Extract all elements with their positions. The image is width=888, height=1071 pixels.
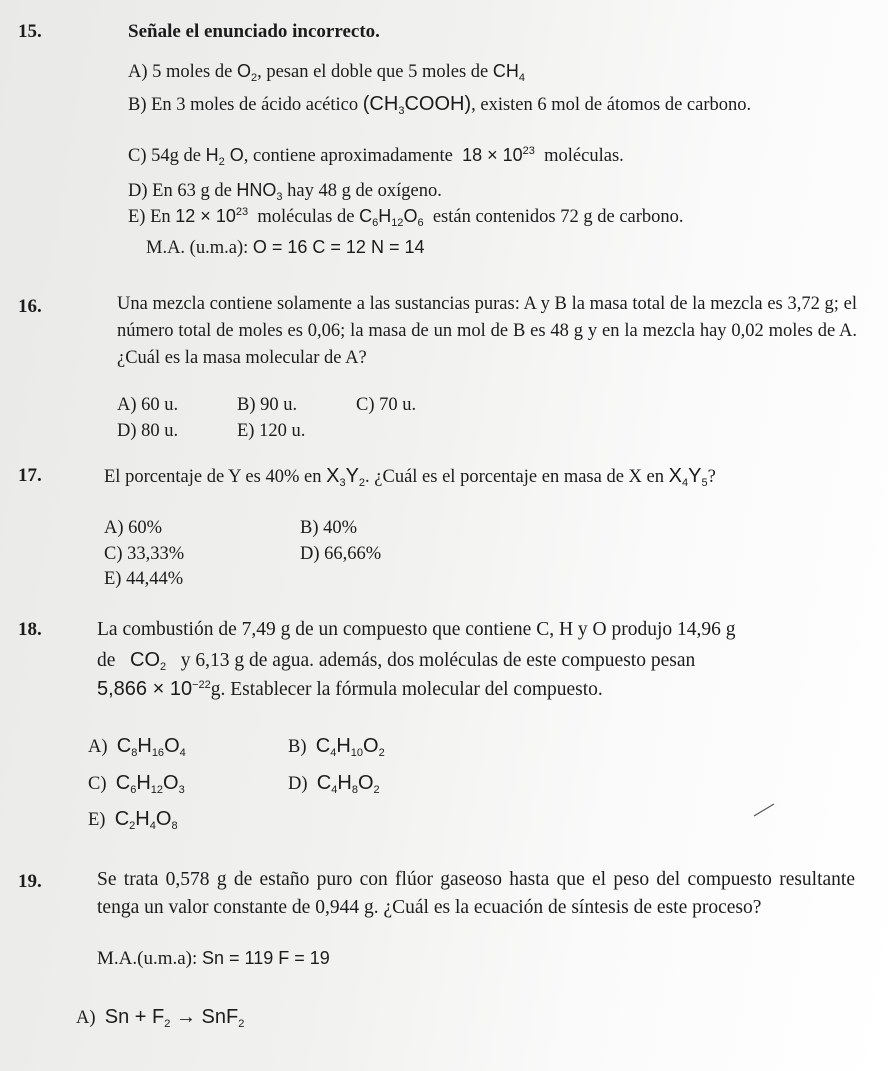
- q16-option-a[interactable]: A) 60 u.: [117, 395, 179, 415]
- q16-number: 16.: [18, 296, 42, 317]
- q15-option-b[interactable]: B) En 3 moles de ácido acético $(CH_3COOH)$, existen 6 mol de átomos de carbono.: [128, 93, 752, 117]
- q18-option-d[interactable]: D) $C_4H_8O_2$: [288, 772, 380, 796]
- q16-option-e[interactable]: E) 120 u.: [237, 421, 306, 441]
- q16-statement: Una mezcla contiene solamente a las sustancias puras: A y B la masa total de la mezcla es 3,72 g; el número total de moles es 0,06; la masa de un mol de B es 48 g y en la mezcla hay 0,02 moles de A. ¿Cuál es la masa molecular de A?: [117, 294, 857, 368]
- q18-option-c[interactable]: C) $C_6H_{12}O_3$: [88, 772, 185, 796]
- q18-line-1: La combustión de 7,49 g de un compuesto que contiene C, H y O produjo 14,96 g: [97, 619, 736, 640]
- q16-option-c[interactable]: C) 70 u.: [356, 395, 417, 415]
- q18-option-e[interactable]: E) $C_2H_4O_8$: [88, 808, 178, 832]
- q15-option-e[interactable]: E) En $12 \times 10^{23}$ moléculas de $C_6H_{12}O_6$ están contenidos 72 g de carbono.: [128, 206, 684, 229]
- q16-option-b[interactable]: B) 90 u.: [237, 395, 298, 415]
- q15-option-c[interactable]: C) 54g de $H_2$ O, contiene aproximadamente $18 \times 10^{23}$ moléculas.: [128, 145, 624, 168]
- q15-title: Señale el enunciado incorrecto.: [128, 21, 380, 42]
- q17-option-d[interactable]: D) 66,66%: [300, 544, 382, 564]
- q15-option-a[interactable]: A) 5 moles de $O_2$, pesan el doble que 5 moles de $CH_4$: [128, 61, 526, 84]
- q18-line-2: de $CO_2$ y 6,13 g de agua. además, dos moléculas de este compuesto pesan: [97, 649, 696, 673]
- q16-option-d[interactable]: D) 80 u.: [117, 421, 179, 441]
- q17-option-a[interactable]: A) 60%: [104, 518, 163, 538]
- pen-mark: [750, 800, 780, 820]
- q17-option-b[interactable]: B) 40%: [300, 518, 358, 538]
- q15-atomic-masses: M.A. (u.m.a): O = 16 C = 12 N = 14: [146, 237, 425, 258]
- q17-option-e[interactable]: E) 44,44%: [104, 569, 184, 589]
- q18-option-a[interactable]: A) $C_8H_{16}O_4$: [88, 735, 186, 759]
- q19-atomic-masses: M.A.(u.m.a): Sn = 119 F = 19: [97, 948, 330, 969]
- q15-option-d[interactable]: D) En 63 g de $HNO_3$ hay 48 g de oxígeno.: [128, 180, 442, 203]
- q17-number: 17.: [18, 465, 42, 486]
- q18-line-3: $5,866 \times 10^{-22}g$. Establecer la fórmula molecular del compuesto.: [97, 678, 603, 700]
- q19-number: 19.: [18, 871, 42, 892]
- q17-option-c[interactable]: C) 33,33%: [104, 544, 185, 564]
- q18-option-b[interactable]: B) $C_4H_{10}O_2$: [288, 735, 385, 759]
- q19-option-a[interactable]: A) $Sn + F_2 \to SnF_2$: [76, 1006, 245, 1030]
- q19-statement: Se trata 0,578 g de estaño puro con flúor gaseoso hasta que el peso del compuesto resultante tenga un valor constante de 0,944 g. ¿Cuál es la ecuación de síntesis de este proceso?: [97, 869, 855, 918]
- q18-number: 18.: [18, 619, 42, 640]
- q17-statement: El porcentaje de Y es 40% en $X_3Y_2$. ¿Cuál es el porcentaje en masa de X en $X_4Y_5$?: [104, 465, 716, 489]
- q15-number: 15.: [18, 21, 42, 42]
